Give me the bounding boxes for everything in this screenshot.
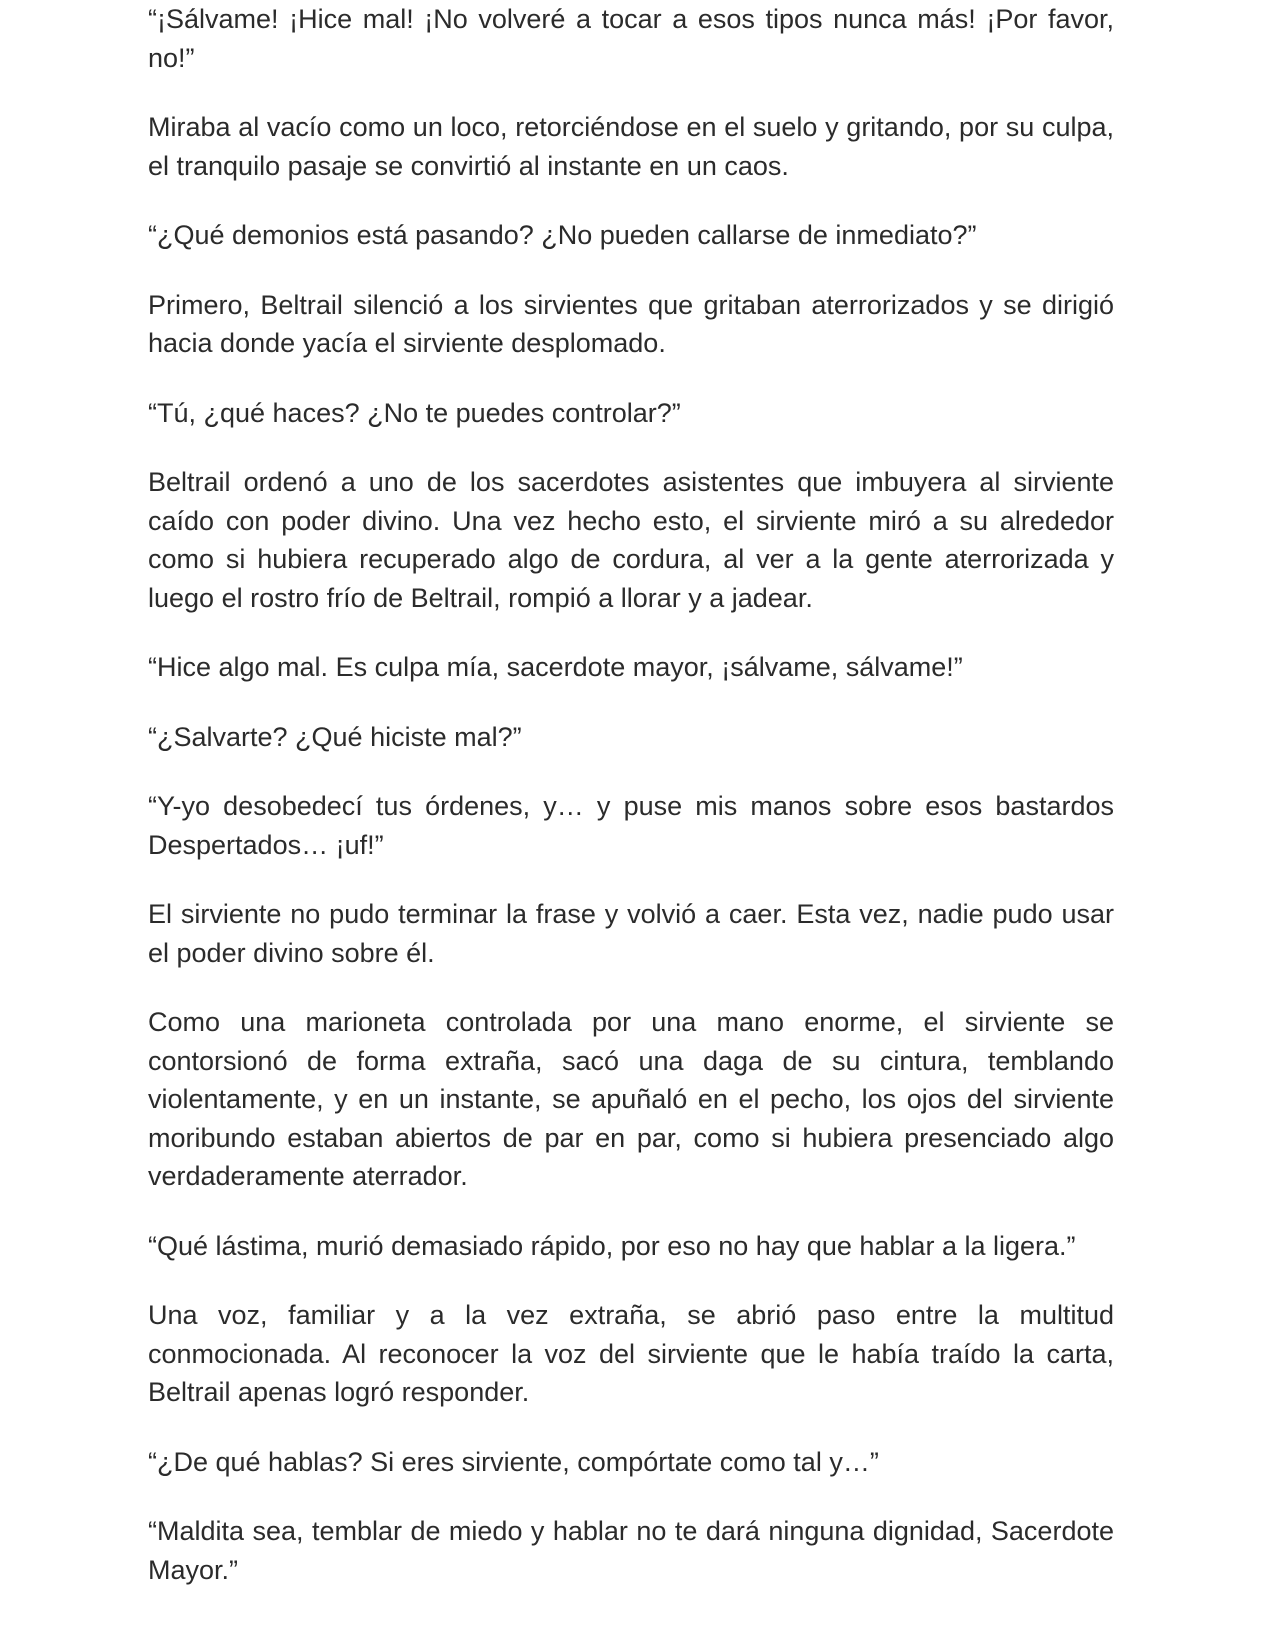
- paragraph-14: “¿De qué hablas? Si eres sirviente, compórtate como tal y…”: [148, 1446, 879, 1477]
- paragraph-4: Primero, Beltrail silenció a los sirvientes que gritaban aterrorizados y se dirigió hacia donde yacía el sirviente desplomado.: [148, 289, 1114, 358]
- paragraph-15: “Maldita sea, temblar de miedo y hablar no te dará ninguna dignidad, Sacerdote Mayor.”: [148, 1516, 1114, 1585]
- paragraph-6: Beltrail ordenó a uno de los sacerdotes asistentes que imbuyera al sirviente caído con poder divino. Una vez hecho esto, el sirviente miró a su alrededor como si hubiera recuperado algo de cordura, al ver a la gente aterrorizada y luego el rostro frío de Beltrail, rompió a llorar y a jadear.: [148, 467, 1114, 613]
- paragraph-13: Una voz, familiar y a la vez extraña, se abrió paso entre la multitud conmocionada. Al reconocer la voz del sirviente que le había traído la carta, Beltrail apenas logró responder.: [148, 1300, 1114, 1407]
- paragraph-1: “¡Sálvame! ¡Hice mal! ¡No volveré a tocar a esos tipos nunca más! ¡Por favor, no!”: [148, 4, 1114, 73]
- paragraph-5: “Tú, ¿qué haces? ¿No te puedes controlar?”: [148, 397, 681, 428]
- paragraph-11: Como una marioneta controlada por una mano enorme, el sirviente se contorsionó de forma extraña, sacó una daga de su cintura, temblando violentamente, y en un instante, se apuñaló en el pecho, los ojos del sirviente moribundo estaban abiertos de par en par, como si hubiera presenciado algo verdaderamente aterrador.: [148, 1007, 1114, 1191]
- paragraph-3: “¿Qué demonios está pasando? ¿No pueden callarse de inmediato?”: [148, 220, 977, 250]
- paragraph-10: El sirviente no pudo terminar la frase y volvió a caer. Esta vez, nadie pudo usar el poder divino sobre él.: [148, 899, 1114, 968]
- paragraph-12: “Qué lástima, murió demasiado rápido, por eso no hay que hablar a la ligera.”: [148, 1230, 1076, 1261]
- paragraph-8: “¿Salvarte? ¿Qué hiciste mal?”: [148, 721, 522, 752]
- paragraph-2: Miraba al vacío como un loco, retorciéndose en el suelo y gritando, por su culpa, el tranquilo pasaje se convirtió al instante en un caos.: [148, 112, 1114, 181]
- paragraph-9: “Y-yo desobedecí tus órdenes, y… y puse mis manos sobre esos bastardos Despertados… ¡uf!”: [148, 791, 1114, 860]
- story-text: [148, 0, 1114, 1620]
- paragraph-7: “Hice algo mal. Es culpa mía, sacerdote mayor, ¡sálvame, sálvame!”: [148, 652, 963, 682]
